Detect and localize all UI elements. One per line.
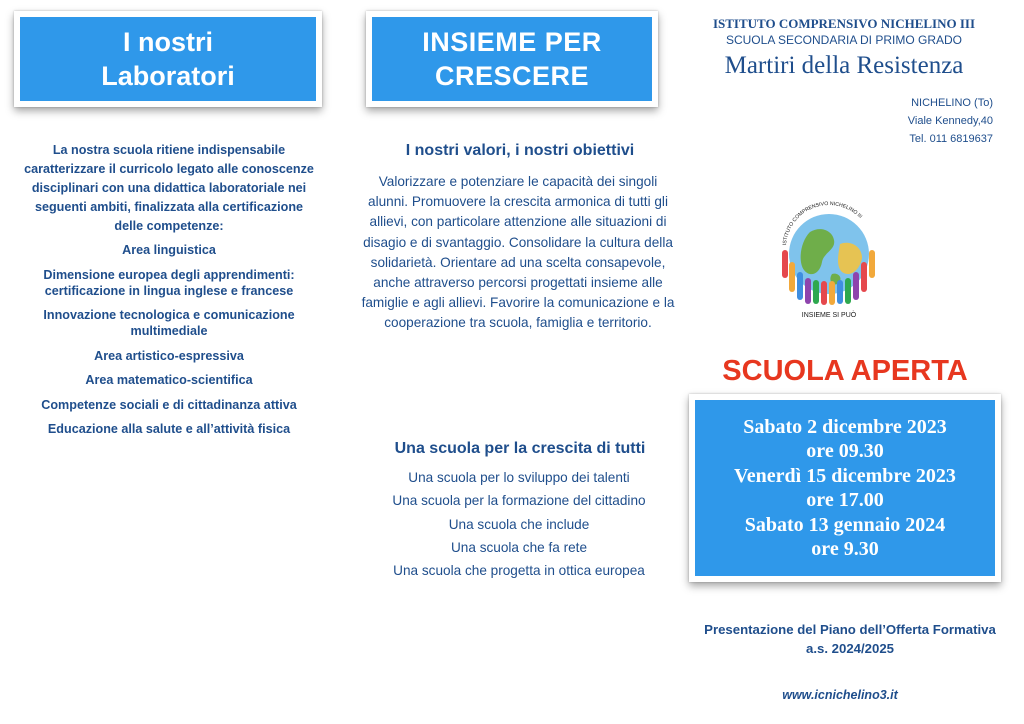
labs-panel bbox=[0, 0, 340, 724]
website-link[interactable]: www.icnichelino3.it bbox=[782, 688, 898, 702]
labs-area-item: Area artistico-espressiva bbox=[94, 348, 244, 363]
labs-area-item: Dimensione europea degli apprendimenti: certificazione in lingua inglese e francese bbox=[43, 267, 295, 298]
open-day-title: SCUOLA APERTA bbox=[722, 355, 968, 387]
together-panel bbox=[350, 0, 680, 724]
values-paragraph: Valorizzare e potenziare le capacità dei singoli alunni. Promuovere la crescita armonica di tutti gli allievi, con particolare attenzione alle situazioni di disagio e di svantaggio. Consolidare la cultura della solidarietà. Orientare ad una scelta consapevole, anche attraverso percorsi progettati insieme alle famiglie e agli allievi. Favorire la comunicazione e la cooperazione tra scuola, famiglia e territorio. bbox=[361, 174, 675, 331]
open-day-dates-box bbox=[695, 400, 995, 576]
labs-area-list bbox=[14, 242, 324, 446]
together-banner-line1: INSIEME PER bbox=[422, 27, 602, 57]
address-phone: Tel. 011 6819637 bbox=[909, 133, 993, 145]
open-day-line: ore 17.00 bbox=[806, 489, 884, 511]
logo-bottom-text: INSIEME SI PUÒ bbox=[801, 312, 857, 319]
growth-item: Una scuola che fa rete bbox=[450, 539, 588, 555]
logo-arc-text: ISTITUTO COMPRENSIVO NICHELINO III bbox=[782, 200, 864, 246]
pof-line1: Presentazione del Piano dell’Offerta Formativa bbox=[704, 622, 996, 637]
school-place: Martiri della Resistenza bbox=[724, 52, 964, 79]
address-city: NICHELINO (To) bbox=[911, 97, 993, 109]
labs-banner bbox=[14, 11, 322, 107]
growth-heading: Una scuola per la crescita di tutti bbox=[394, 440, 646, 457]
address-street: Viale Kennedy,40 bbox=[907, 115, 993, 127]
school-panel bbox=[680, 0, 1024, 724]
open-day-line: ore 9.30 bbox=[811, 538, 879, 560]
school-name: ISTITUTO COMPRENSIVO NICHELINO III bbox=[712, 16, 976, 31]
school-address bbox=[908, 94, 993, 148]
growth-item: Una scuola per lo sviluppo dei talenti bbox=[408, 470, 630, 485]
open-day-line: Sabato 2 dicembre 2023 bbox=[743, 415, 947, 438]
values-heading: I nostri valori, i nostri obiettivi bbox=[405, 142, 635, 159]
school-logo bbox=[774, 186, 884, 324]
school-type: SCUOLA SECONDARIA DI PRIMO GRADO bbox=[725, 33, 963, 47]
open-day-line: Venerdì 15 dicembre 2023 bbox=[734, 464, 956, 487]
labs-banner-line2: Laboratori bbox=[101, 61, 235, 91]
school-header bbox=[694, 16, 994, 47]
labs-area-item: Educazione alla salute e all’attività fisica bbox=[47, 422, 291, 436]
labs-area-item: Area linguistica bbox=[122, 243, 216, 257]
labs-area-item: Innovazione tecnologica e comunicazione multimediale bbox=[43, 308, 295, 338]
labs-banner-line1: I nostri bbox=[122, 27, 213, 57]
pof-presentation bbox=[680, 620, 1020, 658]
pof-line2: a.s. 2024/2025 bbox=[806, 641, 894, 656]
open-day-line: ore 09.30 bbox=[806, 440, 884, 462]
growth-list bbox=[364, 466, 674, 582]
open-day-dates bbox=[689, 394, 1001, 582]
together-banner-box bbox=[372, 17, 652, 101]
together-banner-line2: CRESCERE bbox=[434, 61, 590, 91]
labs-area-item: Competenze sociali e di cittadinanza attiva bbox=[41, 397, 297, 412]
labs-intro: La nostra scuola ritiene indispensabile caratterizzare il curricolo legato alle conoscenze disciplinari con una didattica laboratoriale nei seguenti ambiti, finalizzata alla certificazione delle competenze: bbox=[24, 143, 314, 233]
growth-item: Una scuola che progetta in ottica europea bbox=[393, 563, 645, 579]
growth-item: Una scuola che include bbox=[448, 516, 590, 532]
open-day-line: Sabato 13 gennaio 2024 bbox=[744, 513, 946, 536]
growth-item: Una scuola per la formazione del cittadino bbox=[392, 493, 646, 509]
labs-area-item: Area matematico-scientifica bbox=[85, 373, 253, 387]
together-banner bbox=[366, 11, 658, 107]
labs-banner-box bbox=[20, 17, 316, 101]
